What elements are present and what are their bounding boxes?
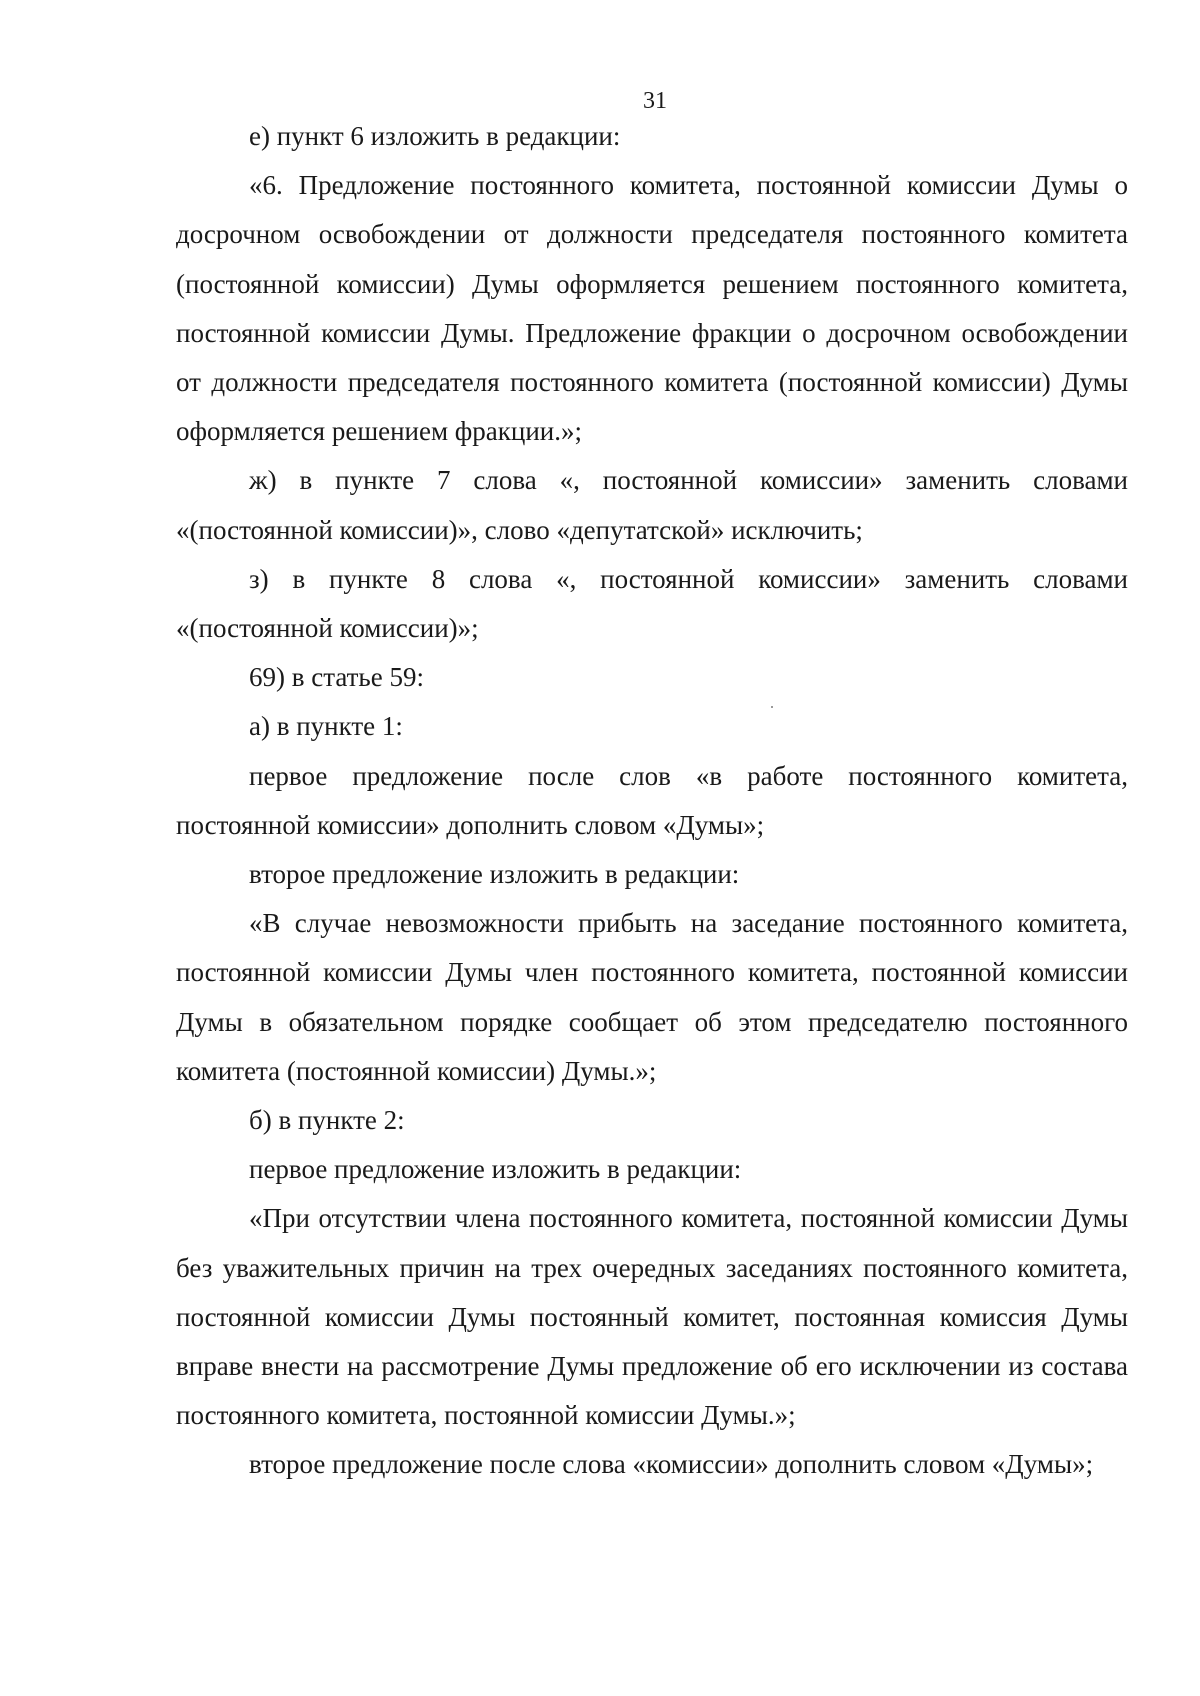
paragraph-quote-absence-exclusion: «При отсутствии члена постоянного комитета, постоянной комиссии Думы без уважительных причин на трех очередных заседаниях постоянного комитета, постоянной комиссии Думы постоянный комитет, постоянная комиссия Думы вправе внести на рассмотрение Думы предложение об его исключении из состава постоянного комитета, постоянной комиссии Думы.»; (176, 1203, 1128, 1431)
document-body (176, 112, 1128, 1490)
paragraph-item-a: а) в пункте 1: (249, 711, 403, 742)
scan-speck (771, 706, 773, 708)
page-number: 31 (643, 88, 667, 114)
paragraph-first-sentence-2: первое предложение изложить в редакции: (249, 1154, 742, 1185)
paragraph-second-sentence-1: второе предложение изложить в редакции: (249, 859, 740, 890)
paragraph-item-b: б) в пункте 2: (249, 1105, 405, 1136)
paragraph-item-zh: ж) в пункте 7 слова «, постоянной комиссии» заменить словами «(постоянной комиссии)», слово «депутатской» исключить; (176, 465, 1128, 545)
paragraph-item-z: з) в пункте 8 слова «, постоянной комиссии» заменить словами «(постоянной комиссии)»; (176, 563, 1128, 644)
paragraph-quote-absence-notice: «В случае невозможности прибыть на заседание постоянного комитета, постоянной комиссии Думы член постоянного комитета, постоянной комиссии Думы в обязательном порядке сообщает об этом председателю постоянного комитета (постоянной комиссии) Думы.»; (176, 908, 1128, 1086)
paragraph-first-sentence-1: первое предложение после слов «в работе постоянного комитета, постоянной комиссии» дополнить словом «Думы»; (176, 760, 1128, 840)
paragraph-second-sentence-2: второе предложение после слова «комиссии» дополнить словом «Думы»; (249, 1449, 1094, 1480)
paragraph-item-e: е) пункт 6 изложить в редакции: (249, 121, 621, 151)
paragraph-quote-point-6: «6. Предложение постоянного комитета, постоянной комиссии Думы о досрочном освобождении от должности председателя постоянного комитета (постоянной комиссии) Думы оформляется решением постоянного комитета, постоянной комиссии Думы. Предложение фракции о досрочном освобождении от должности председателя постоянного комитета (постоянной комиссии) Думы оформляется решением фракции.»; (176, 170, 1128, 447)
paragraph-item-69: 69) в статье 59: (249, 662, 424, 693)
